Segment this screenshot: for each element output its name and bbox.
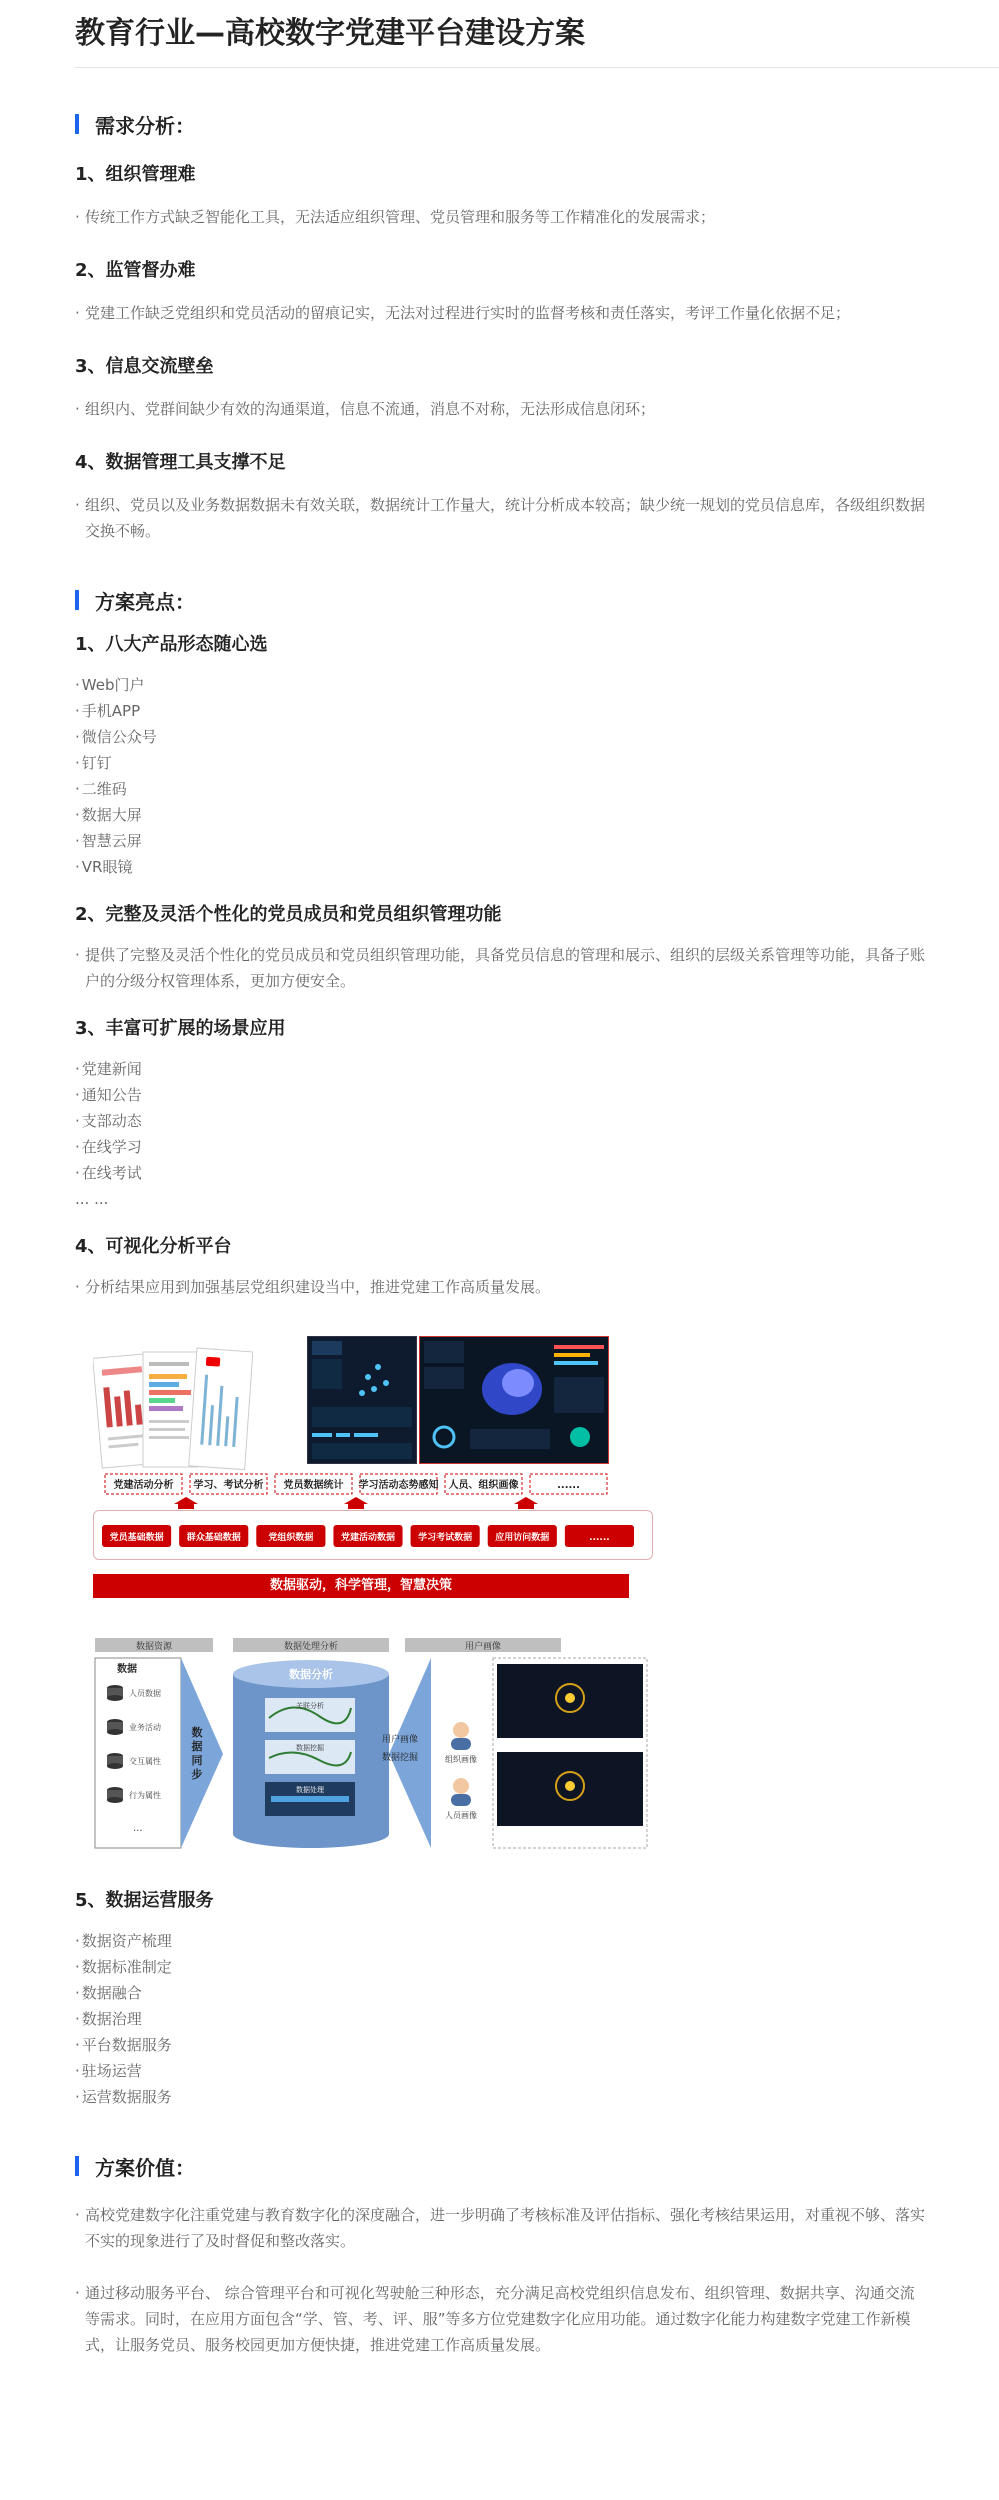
banner-text: 数据驱动，科学管理，智慧决策 [269, 1578, 452, 1593]
banner [93, 1574, 629, 1598]
data-source-label [565, 1525, 634, 1547]
data-source-label [488, 1525, 557, 1547]
demand-item-title: 3、信息交流壁垒 [75, 356, 214, 377]
list-item: · 数据治理 [75, 2010, 142, 2028]
data-flow-figure [93, 1636, 653, 1856]
data-source-row [93, 1510, 653, 1560]
highlight-title: 2、完整及灵活个性化的党员成员和党员组织管理功能 [75, 904, 502, 925]
list-item: · 二维码 [75, 780, 127, 798]
highlight-title: 1、八大产品形态随心选 [75, 634, 268, 655]
svg-text:学习考试数据: 学习考试数据 [418, 1533, 473, 1543]
list-item: · 支部动态 [75, 1112, 142, 1130]
visualization-figure [93, 1336, 653, 1610]
list-item: · 运营数据服务 [75, 2088, 172, 2106]
person-label: 人员画像 [445, 1811, 477, 1820]
up-arrow-icon [514, 1497, 538, 1509]
demand-item-text: · 组织、党员以及业务数据数据未有效关联，数据统计工作量大，统计分析成本较高；缺少统一规划的党员信息库，各级组织数据交换不畅。 [75, 492, 925, 544]
dashboard-screen [307, 1336, 417, 1464]
highlight-text: · 提供了完整及灵活个性化的党员成员和党员组织管理功能，具备党员信息的管理和展示、组织的层级关系管理等功能，具备子账户的分级分权管理体系，更加方便安全。 [75, 942, 925, 994]
list-item: · VR眼镜 [75, 858, 133, 876]
section-heading-demand [75, 108, 999, 140]
list-more: ... ... [75, 1190, 109, 1208]
page-title: 教育行业—高校数字党建平台建设方案 [75, 0, 999, 68]
highlight-title: 3、丰富可扩展的场景应用 [75, 1018, 286, 1039]
left-more: ... [133, 1823, 143, 1834]
data-flow-svg [93, 1636, 653, 1856]
section-heading-value [75, 2150, 999, 2182]
svg-text:学习活动态势感知: 学习活动态势感知 [358, 1480, 439, 1491]
list-item: · 数据资产梳理 [75, 1932, 172, 1950]
cylinder-title: 数据分析 [289, 1668, 333, 1681]
demand-item-text: · 传统工作方式缺乏智能化工具，无法适应组织管理、党员管理和服务等工作精准化的发展需求； [75, 204, 925, 230]
value-paragraph: · 通过移动服务平台、 综合管理平台和可视化驾驶舱三种形态，充分满足高校党组织信息发布、组织管理、数据共享、沟通交流等需求。同时，在应用方面包含“学、管、考、评、服”等多方位党建数字化应用功能。通过数字化能力构建数字党建工作新模式，让服务党员、服务校园更加方便快捷，推进党建工作高质量发展。 [75, 2280, 925, 2358]
data-source-svg [94, 1511, 654, 1561]
svg-text:学习、考试分析: 学习、考试分析 [193, 1480, 264, 1491]
demand-item-title: 4、数据管理工具支撑不足 [75, 452, 286, 473]
analysis-label [445, 1474, 522, 1494]
left-box-title: 数据 [117, 1664, 137, 1675]
sync-label-char: 据 [191, 1740, 203, 1753]
report-preview-svg [93, 1346, 253, 1476]
svg-text:群众基础数据: 群众基础数据 [186, 1533, 241, 1543]
sync-label-char: 步 [191, 1768, 203, 1781]
up-arrow-icon [344, 1497, 368, 1509]
demand-item-title: 2、监管督办难 [75, 260, 196, 281]
list-item: · 驻场运营 [75, 2062, 142, 2080]
column-header: 数据资源 [135, 1642, 173, 1652]
demand-item-text: · 党建工作缺乏党组织和党员活动的留痕记实，无法对过程进行实时的监督考核和责任落实，考评工作量化依据不足； [75, 300, 925, 326]
left-item: 业务活动 [129, 1723, 161, 1732]
data-source-label [411, 1525, 480, 1547]
list-item: · 手机APP [75, 702, 141, 720]
report-preview-image [93, 1346, 253, 1476]
mid-label: 数据挖掘 [381, 1753, 418, 1763]
list-item: · 钉钉 [75, 754, 112, 772]
svg-text:......: ...... [589, 1533, 610, 1543]
section-title: 方案亮点： [95, 589, 195, 614]
svg-text:党建活动数据: 党建活动数据 [340, 1533, 396, 1543]
list-item: · 数据标准制定 [75, 1958, 172, 1976]
database-icon [107, 1719, 123, 1735]
person-label: 组织画像 [445, 1755, 477, 1764]
up-arrows [101, 1496, 611, 1510]
analysis-label [275, 1474, 352, 1494]
svg-text:人员、组织画像: 人员、组织画像 [448, 1480, 519, 1491]
product-forms-list [75, 672, 999, 880]
database-icon [107, 1753, 123, 1769]
sync-label-char: 同 [191, 1754, 203, 1767]
list-item: · 微信公众号 [75, 728, 157, 746]
analysis-labels-svg [101, 1472, 611, 1496]
svg-text:党建活动分析: 党建活动分析 [113, 1480, 174, 1491]
analysis-labels-row [101, 1472, 611, 1496]
section-heading-highlights [75, 584, 999, 616]
analysis-label [190, 1474, 267, 1494]
analysis-label [359, 1474, 439, 1494]
highlight-text: · 分析结果应用到加强基层党组织建设当中，推进党建工作高质量发展。 [75, 1274, 925, 1300]
value-paragraph: · 高校党建数字化注重党建与教育数字化的深度融合，进一步明确了考核标准及评估指标、强化考核结果运用，对重视不够、落实不实的现象进行了及时督促和整改落实。 [75, 2202, 925, 2254]
accent-bar [75, 114, 79, 134]
dashboard-screen [419, 1336, 609, 1464]
highlight-title: 4、可视化分析平台 [75, 1236, 232, 1257]
list-item: · 通知公告 [75, 1086, 142, 1104]
highlight-title: 5、数据运营服务 [75, 1890, 214, 1911]
cylinder-item: 关联分析 [296, 1702, 324, 1710]
left-item: 行为属性 [129, 1791, 161, 1800]
database-icon [107, 1787, 123, 1803]
svg-text:应用访问数据: 应用访问数据 [495, 1533, 550, 1543]
list-item: · Web门户 [75, 676, 145, 694]
mid-label: 用户画像 [381, 1735, 418, 1745]
list-item: · 在线学习 [75, 1138, 142, 1156]
database-icon [107, 1685, 123, 1701]
cylinder-item: 数据挖掘 [296, 1744, 324, 1752]
accent-bar [75, 2156, 79, 2176]
demand-item-text: · 组织内、党群间缺少有效的沟通渠道，信息不流通，消息不对称，无法形成信息闭环； [75, 396, 925, 422]
demand-item-title: 1、组织管理难 [75, 164, 196, 185]
data-source-label [256, 1525, 325, 1547]
list-item: · 平台数据服务 [75, 2036, 172, 2054]
scenario-list [75, 1056, 999, 1212]
list-item: · 数据融合 [75, 1984, 142, 2002]
accent-bar [75, 590, 79, 610]
list-item: · 党建新闻 [75, 1060, 142, 1078]
sync-label-char: 数 [191, 1726, 203, 1739]
list-item: · 智慧云屏 [75, 832, 142, 850]
data-ops-list [75, 1928, 999, 2110]
svg-text:......: ...... [557, 1480, 580, 1491]
left-item: 人员数据 [129, 1689, 161, 1698]
left-item: 交互属性 [129, 1757, 161, 1766]
data-source-label [333, 1525, 402, 1547]
data-source-label [179, 1525, 248, 1547]
section-title: 需求分析： [95, 113, 195, 138]
column-header: 用户画像 [464, 1642, 502, 1652]
section-title: 方案价值： [95, 2155, 195, 2180]
svg-text:党组织数据: 党组织数据 [268, 1533, 314, 1543]
analysis-label [105, 1474, 182, 1494]
list-item: · 在线考试 [75, 1164, 142, 1182]
up-arrow-icon [174, 1497, 198, 1509]
list-item: · 数据大屏 [75, 806, 142, 824]
svg-text:党员数据统计: 党员数据统计 [283, 1480, 344, 1491]
data-source-label [102, 1525, 171, 1547]
analysis-label [530, 1474, 607, 1494]
column-header: 数据处理分析 [283, 1642, 339, 1652]
svg-text:党员基础数据: 党员基础数据 [109, 1533, 164, 1543]
cylinder-item: 数据处理 [296, 1786, 324, 1794]
